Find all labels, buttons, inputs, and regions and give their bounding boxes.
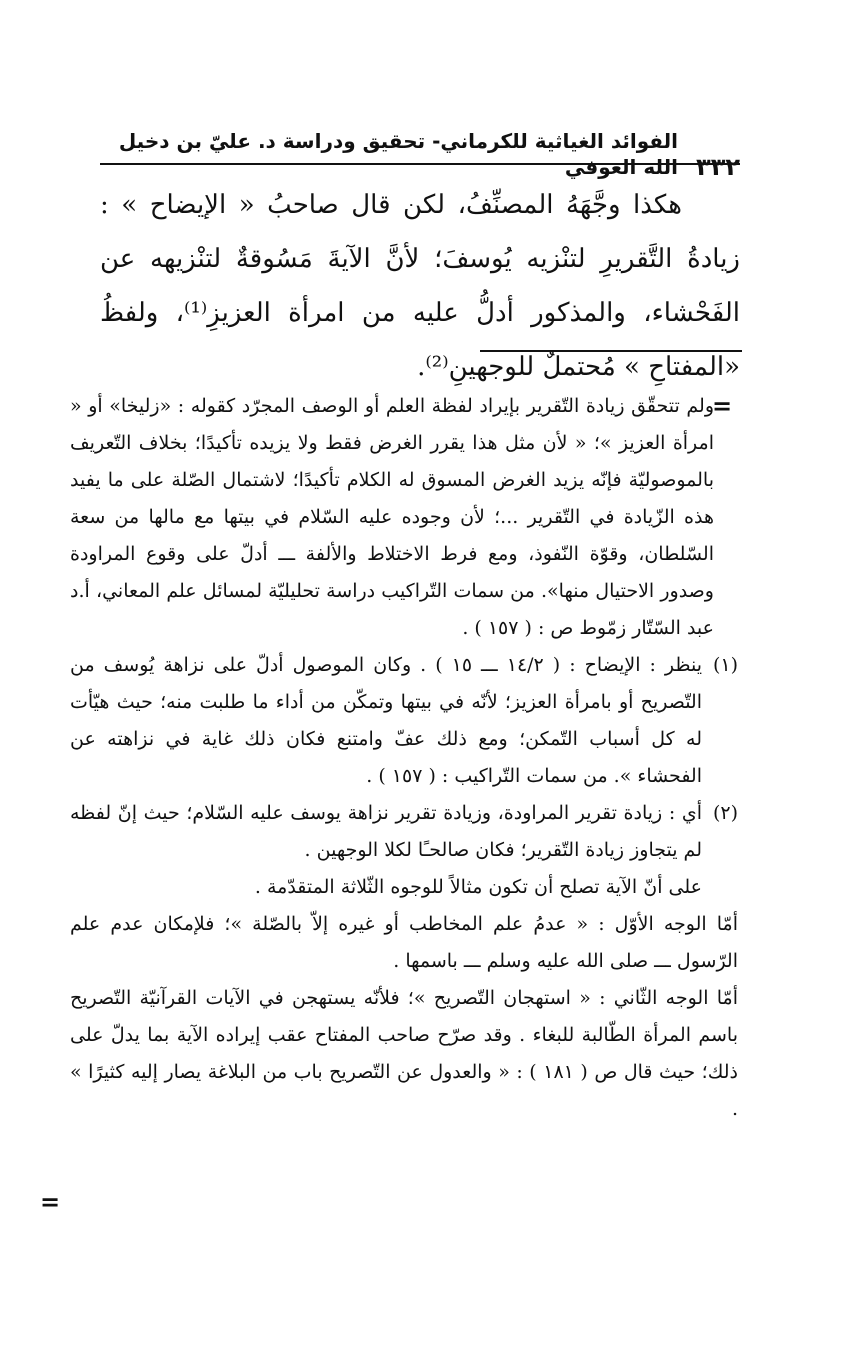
- footnote-2: [70, 795, 738, 869]
- footnote-2-line-3: على أنّ الآية تصلح أن تكون مثالاً للوجوه الثّلاثة المتقدّمة .: [254, 876, 702, 898]
- main-paragraph: هكذا وجَّهَهُ المصنِّفُ، لكن قال صاحبُ « الإيضاح » : زيادةُ التَّقريرِ لتنْزيه يُوسفَ؛ لأنَّ الآيةَ مَسُوقةٌ لتنْزيهه عن الفَحْشاء، والمذكور أدلُّ عليه من امرأة العزيزِ⁽¹⁾، ولفظُ «المفتاحِ » مُحتملٌ للوجهينِ⁽²⁾.: [100, 190, 741, 382]
- running-title: الفوائد الغياثية للكرماني- تحقيق ودراسة د. عليّ بن دخيل الله العوفي: [118, 129, 679, 179]
- main-text-block: [100, 178, 740, 394]
- footnotes-block: [70, 388, 738, 1128]
- footnote-2-line-5: أمّا الوجه الثّاني : « استهجان التّصريح »؛ فلأنّه يستهجن في الآيات القرآنيّة التّصريح باسم المرأة الطّالبة للبغاء . وقد صرّح صاحب المفتاح عقب إيراده الآية بما يدلّ على ذلك؛ حيث قال ص ( ١٨١ ) : « والعدول عن التّصريح باب من البلاغة يصار إليه كثيرًا » .: [70, 987, 738, 1120]
- footnote-1: [70, 647, 738, 795]
- footnote-1-text: ينظر : الإيضاح : ( ١٤/٢ ـــ ١٥ ) . وكان الموصول أدلّ على نزاهة يُوسف من التّصريح أو بامرأة العزيز؛ لأنّه في بيتها وتمكّن من أداء ما طلبت منه؛ حيث هيّأت له كل أسباب التّمكن؛ ومع ذلك عفّ وامتنع فكان ذلك غاية في نزاهته عن الفحشاء ». من سمات التّراكيب : ( ١٥٧ ) .: [70, 654, 703, 787]
- footnote-2-text: أي : زيادة تقرير المراودة، وزيادة تقرير نزاهة يوسف عليه السّلام؛ حيث إنّ لفظه لم يتجاوز زيادة التّقرير؛ فكان صالحـًا لكلا الوجهين .: [70, 802, 702, 861]
- footnote-1-marker: (١): [712, 654, 738, 676]
- page-number: ٣٣٢: [696, 153, 740, 181]
- page-header: [100, 128, 740, 180]
- end-continuation-marker: =: [40, 1187, 61, 1216]
- footnote-2-line-4: أمّا الوجه الأوّل : « عدمُ علم المخاطب أو غيره إلاّ بالصّلة »؛ فلإمكان عدم علم الرّسول ـــ صلى الله عليه وسلم ـــ باسمها .: [70, 913, 738, 972]
- footnote-2-marker: (٢): [712, 802, 738, 824]
- header-rule: [100, 163, 740, 165]
- footnote-continuation: ولم تتحقّق زيادة التّقرير بإيراد لفظة العلم أو الوصف المجرّد كقوله : «زليخا» أو « امرأة العزيز »؛ « لأن مثل هذا يقرر الغرض فقط ولا يزيده تأكيدًا؛ بخلاف التّعريف بالموصوليّة فإنّه يزيد الغرض المسوق له الكلام تأكيدًا؛ لاشتمال الصّلة على ما يفيد هذه الزّيادة في التّقرير ...؛ لأن وجوده عليه السّلام في بيتها مع مالها من سعة السّلطان، وقوّة النّفوذ، ومع فرط الاختلاط والألفة ـــ أدلّ على وقوع المراودة وصدور الاحتيال منها». من سمات التّراكيب دراسة تحليليّة لمسائل علم المعاني، أ.د عبد السّتّار زمّوط ص : ( ١٥٧ ) .: [70, 395, 714, 639]
- continuation-marker: =: [712, 391, 733, 420]
- footnote-separator: [480, 350, 742, 352]
